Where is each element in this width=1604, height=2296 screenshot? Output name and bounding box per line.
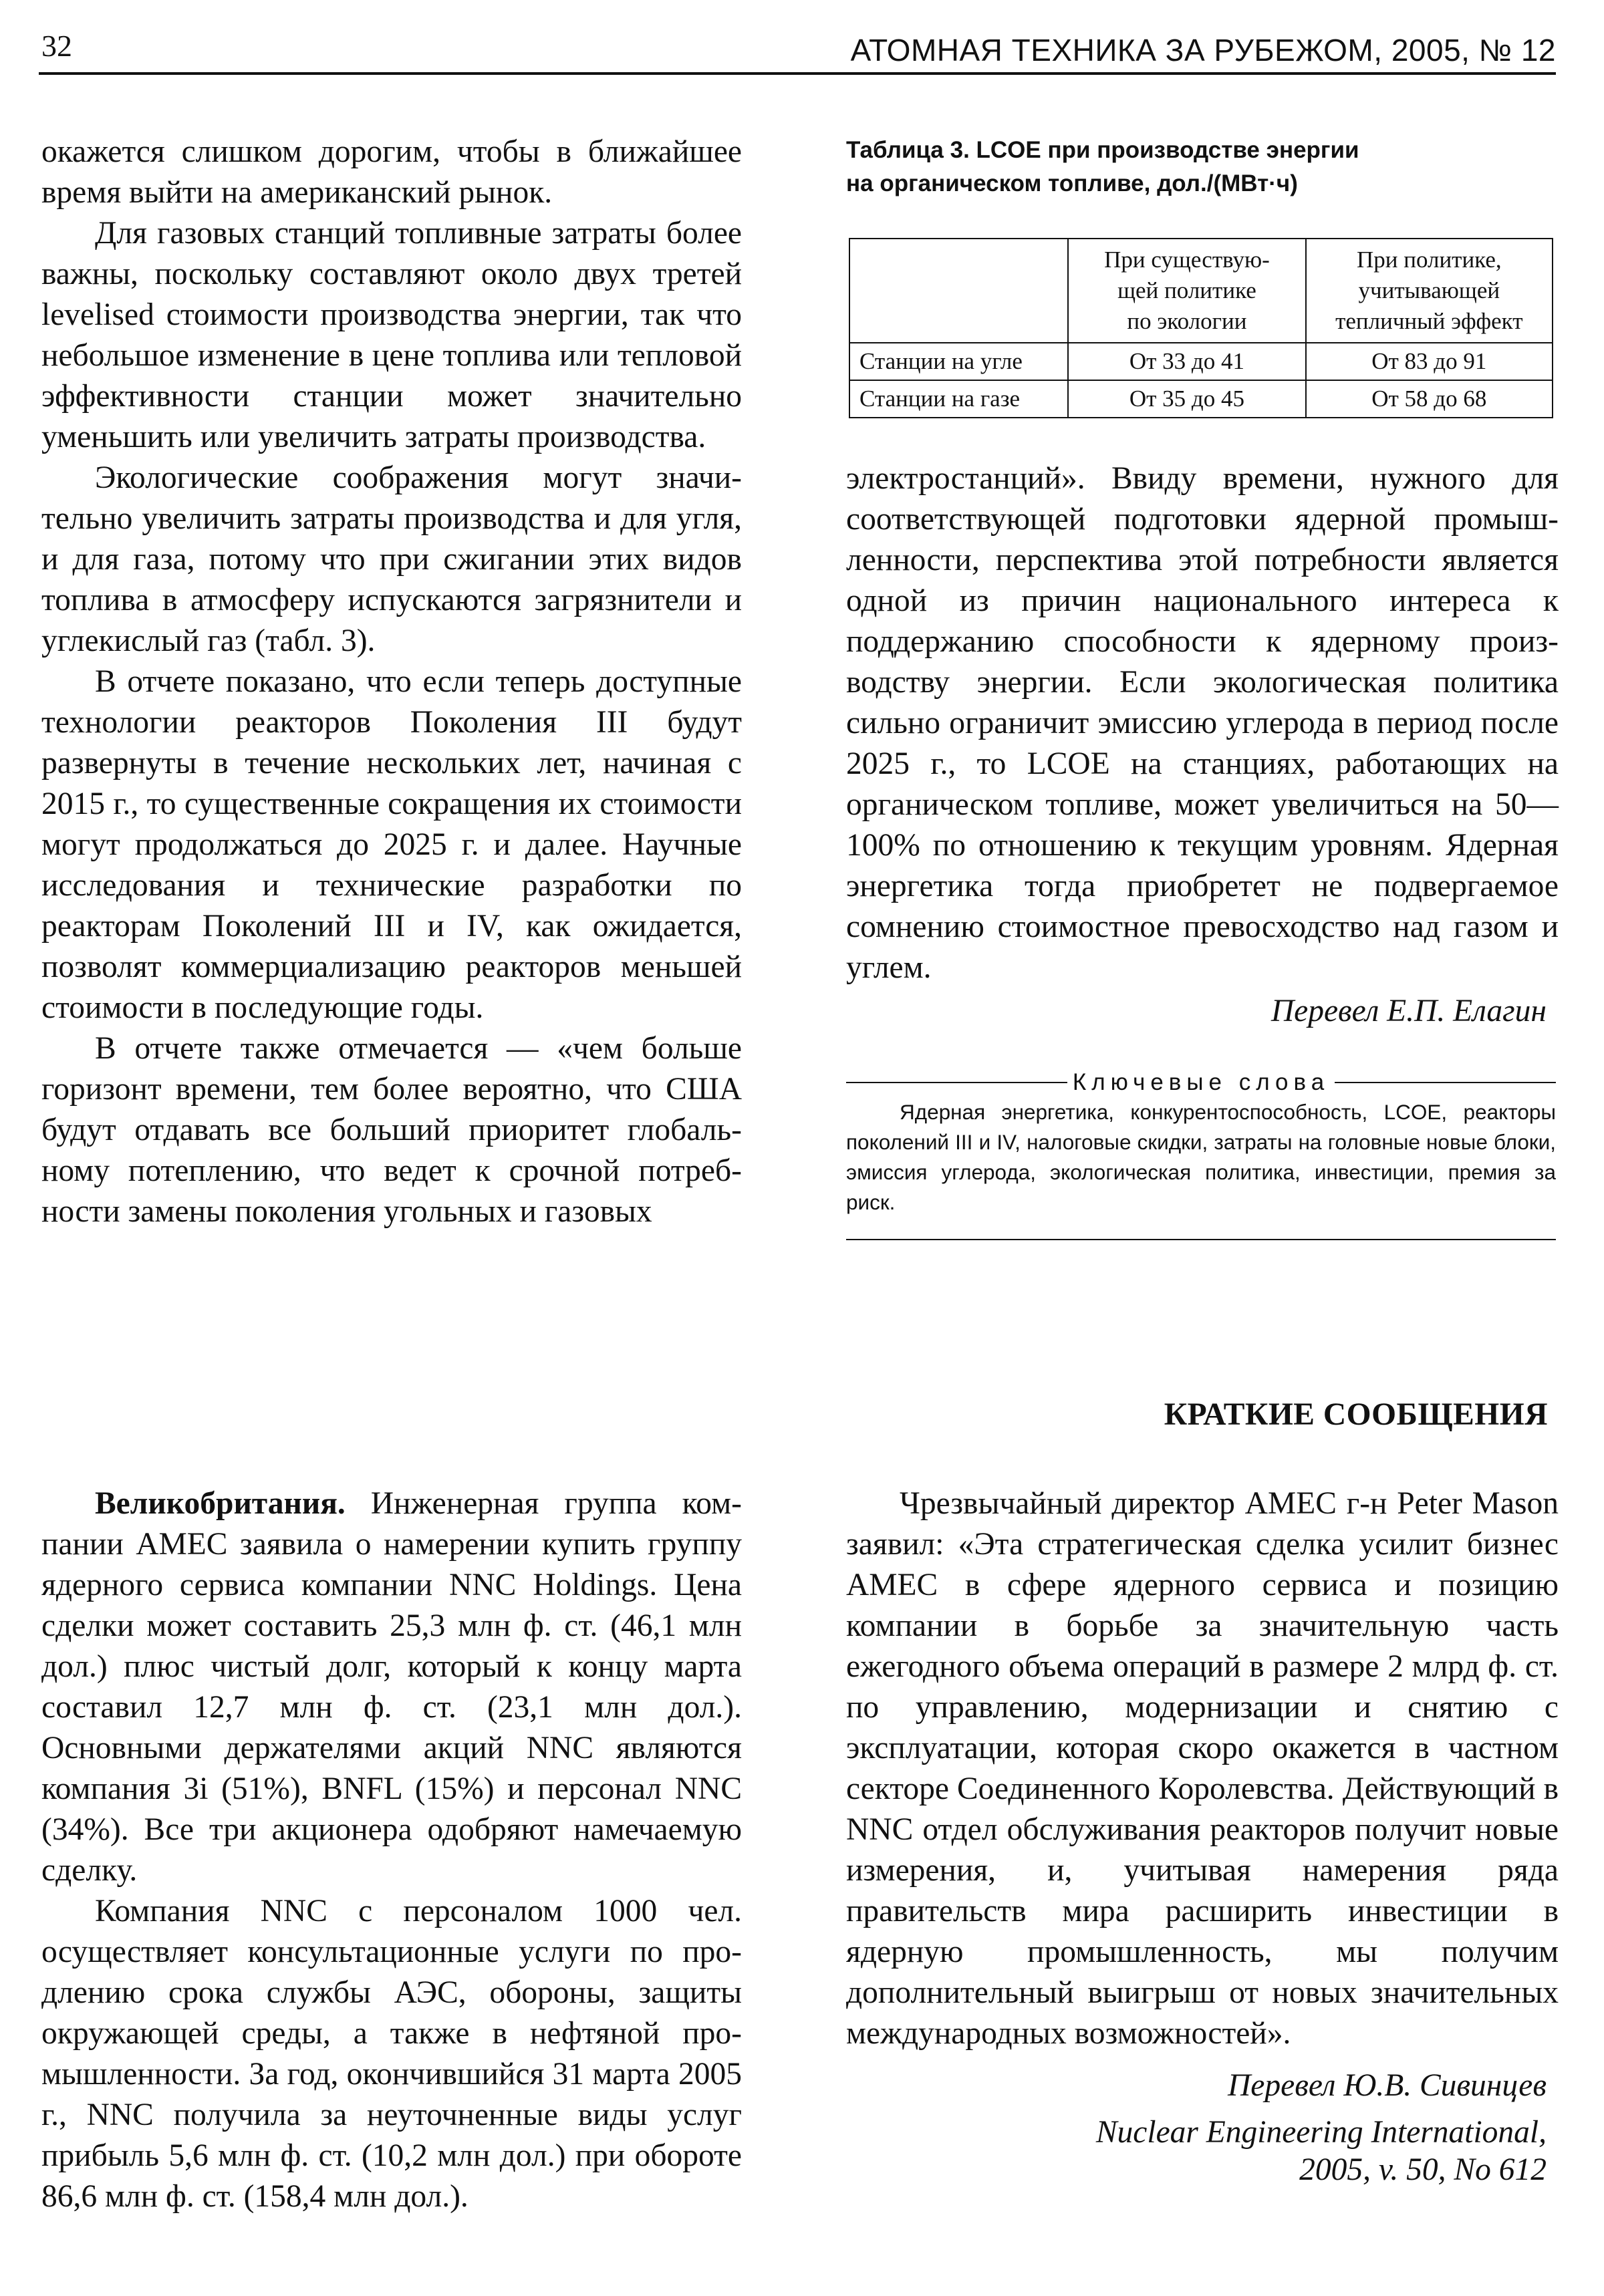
table-caption-line: на органическом топливе, дол./(МВт·ч): [846, 170, 1298, 196]
header-line: учитывающей: [1358, 277, 1500, 303]
section-title: КРАТКИЕ СООБЩЕНИЯ: [1164, 1397, 1548, 1432]
row-label: Станции на угле: [849, 343, 1068, 380]
header-line: по экологии: [1127, 308, 1247, 334]
table-header-greenhouse-policy: [1306, 239, 1553, 343]
divider: [846, 1239, 1556, 1240]
table-row: [849, 380, 1553, 418]
divider: [1335, 1082, 1556, 1083]
source-line: Nuclear Engineering International,: [1095, 2115, 1547, 2150]
header-line: тепличный эффект: [1335, 308, 1523, 334]
paragraph: В отчете также отмечается — «чем больше горизонт времени, тем более вероятно, что США будут отдавать все больший приоритет глобальному потеплению, что ведет к срочной потребности замены поколения угольных и газовых: [41, 1031, 742, 1229]
paragraph: Экологические соображения могут значительно увеличить затраты производства и для угля, и для газа, потому что при сжигании этих видов топлива в атмосферу испускаются загрязнители и углекислый газ (табл. 3).: [41, 460, 742, 658]
lcoe-table: [849, 238, 1553, 418]
cell-greenhouse: От 83 до 91: [1306, 343, 1553, 380]
divider: [846, 1082, 1067, 1083]
paragraph: электростанций». Ввиду времени, нужного для соответствующей подготовки ядерной промышленности, перспектива этой потребности является одной из причин национального интереса к поддержанию способности к ядерному производству энергии. Если экологическая политика сильно ограничит эмиссию углерода в период после 2025 г., то LCOE на станциях, работающих на органическом топливе, может увеличиться на 50—100% по отношению к текущим уровням. Ядерная энергетика тогда приобретет не подвергаемое сомнению стоимостное превосходство над газом и углем.: [846, 461, 1559, 985]
paragraph-text: Инженерная группа компании AMEC заявила о намерении купить группу ядерного сервиса компании NNC Holdings. Цена сделки может составить 25,3 млн ф. ст. (46,1 млн дол.) плюс чистый долг, который к концу марта составил 12,7 млн ф. ст. (23,1 млн дол.). Основными держателями акций NNC являются компания 3i (51%), BNFL (15%) и персонал NNC (34%). Все три акционера одобряют намечаемую сделку.: [41, 1486, 742, 1888]
table-caption-line: Таблица 3. LCOE при производстве энергии: [846, 137, 1359, 163]
cell-greenhouse: От 58 до 68: [1306, 380, 1553, 418]
table-caption: [846, 134, 1559, 200]
table-row: [849, 343, 1553, 380]
header-line: При существую-: [1104, 247, 1270, 273]
right-column-bottom: [846, 1483, 1559, 2054]
cell-current: От 35 до 45: [1068, 380, 1305, 418]
running-head: АТОМНАЯ ТЕХНИКА ЗА РУБЕЖОМ, 2005, № 12: [850, 33, 1556, 67]
keywords-block: [846, 1069, 1556, 1240]
right-column-top: [846, 458, 1559, 988]
translator-credit: Перевел Ю.В. Сивинцев: [1228, 2068, 1547, 2103]
table-header-row: [849, 239, 1553, 343]
source-line: 2005, v. 50, No 612: [1299, 2152, 1547, 2187]
keywords-text: Ядерная энергетика, конкурентоспособность, LCOE, реакторы поколений III и IV, налоговые скидки, затраты на головные новые блоки, эмиссия углерода, экологическая политика, инвестиции, премия за риск.: [846, 1100, 1556, 1214]
header-line: щей политике: [1117, 277, 1256, 303]
source-citation: [1096, 2114, 1547, 2188]
paragraph: Чрезвычайный директор AMEC г-н Peter Mason заявил: «Эта стратегическая сделка усилит бизнес AMEC в сфере ядерного сервиса и позицию компании в борьбе за значительную часть ежегодного объема операций в размере 2 млрд ф. ст. по управлению, модернизации и снятию с эксплуатации, которая скоро окажется в частном секторе Соединенного Королевства. Действующий в NNC отдел обслуживания реакторов получит новые измерения, и, учитывая намерения ряда правительств мира расширить инвестиции в ядерную промышленность, мы получим дополнительный выигрыш от новых значительных международных возможностей».: [846, 1486, 1559, 2051]
paragraph: Для газовых станций топливные затраты более важны, поскольку составляют около двух третей levelised стоимости производства энергии, так что небольшое изменение в цене топлива или тепловой эффективности станции может значительно уменьшить или увеличить затраты производства.: [41, 216, 742, 454]
table-corner-cell: [849, 239, 1068, 343]
translator-credit: Перевел Е.П. Елагин: [1271, 994, 1547, 1028]
keywords-header: [846, 1069, 1556, 1096]
left-column-top: [41, 132, 742, 1232]
lead-country: Великобритания.: [95, 1486, 346, 1521]
paragraph: В отчете показано, что если теперь доступные технологии реакторов Поколения III будут развернуты в течение нескольких лет, начиная с 2015 г., то существенные сокращения их стоимости могут продолжаться до 2025 г. и далее. Научные исследования и технические разработки по реакторам Поколений III и IV, как ожидается, позволят коммерциализацию реакторов меньшей стоимости в последующие годы.: [41, 664, 742, 1025]
row-label: Станции на газе: [849, 380, 1068, 418]
paragraph: Компания NNC с персоналом 1000 чел. осуществляет консультационные услуги по продлению срока службы АЭС, обороны, защиты окружающей среды, а также в нефтяной промышленности. За год, окончившийся 31 марта 2005 г., NNC получила за неуточненные виды услуг прибыль 5,6 млн ф. ст. (10,2 млн дол.) при обороте 86,6 млн ф. ст. (158,4 млн дол.).: [41, 1894, 742, 2214]
header-line: При политике,: [1356, 247, 1502, 273]
keywords-title: Ключевые слова: [1072, 1069, 1330, 1095]
left-column-bottom: [41, 1483, 742, 2217]
header-divider: [39, 72, 1556, 75]
page-number: 32: [41, 29, 72, 63]
cell-current: От 33 до 41: [1068, 343, 1305, 380]
table-header-current-policy: [1068, 239, 1305, 343]
paragraph: окажется слишком дорогим, чтобы в ближайшее время выйти на американский рынок.: [41, 134, 742, 210]
paragraph: [41, 1483, 742, 1891]
